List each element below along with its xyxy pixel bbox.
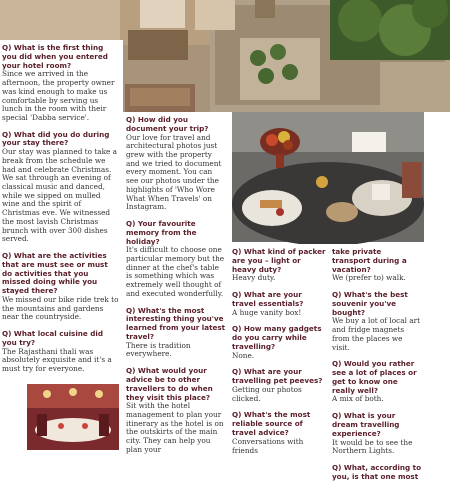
answer: Since we arrived in the afternoon, the property owner was kind enough to make us comfortable by serving us lunch in the room with their special 'Dabba service'.	[2, 69, 115, 122]
qa-item	[126, 367, 226, 454]
qa-item	[232, 325, 326, 360]
qa-item	[2, 330, 119, 374]
question: Q) What, according to you, is that one most	[332, 462, 422, 481]
question: Q) Would you rather see a lot of places or get to know one really well?	[332, 359, 417, 395]
question: Q) What are your travel essentials?	[232, 290, 304, 308]
question: Q) What's the most interesting thing you've learned from your latest travel?	[126, 305, 226, 341]
column-3	[230, 244, 330, 455]
qa-item	[232, 368, 326, 403]
answer: Sit with the hotel management to plan your itinerary as the hotel is on the outskirts of the main city. They can help you plan your	[126, 401, 224, 454]
question: Q) What would your advice be to other travellers to do when they visit this place?	[126, 366, 213, 402]
column-2	[124, 112, 230, 454]
answer: Getting our photos clicked.	[232, 385, 302, 403]
question: Q) What local cuisine did you try?	[2, 329, 104, 347]
column-1	[0, 40, 123, 382]
qa-item	[2, 131, 119, 244]
qa-item	[2, 252, 119, 322]
answer: Conversations with friends	[232, 436, 304, 455]
qa-item	[126, 307, 226, 360]
answer: The Rajasthani thali was absolutely exquisite and it's a must try for everyone.	[2, 346, 112, 374]
answer: A mix of both.	[332, 394, 384, 404]
qa-item	[126, 116, 226, 212]
question: Q) What is your dream travelling experience?	[332, 411, 400, 438]
qa-item	[332, 464, 422, 482]
question: Q) What's the best souvenir you've bought?	[332, 290, 408, 317]
breakfast-table-photo	[232, 112, 424, 242]
qa-item	[126, 220, 226, 299]
question: Q) What is the first thing you did when you entered your hotel room?	[2, 43, 108, 70]
qa-item	[332, 360, 422, 404]
question: Q) What's the most reliable source of travel advice?	[232, 410, 311, 438]
answer: It would be to see the Northern Lights.	[332, 437, 413, 456]
answer: There is tradition everywhere.	[126, 340, 191, 359]
dining-room-photo	[27, 384, 119, 450]
answer: We (prefer to) walk.	[332, 273, 406, 283]
question: Q) How many gadgets do you carry while travelling?	[232, 324, 322, 351]
qa-item	[332, 291, 422, 352]
answer: Heavy duty.	[232, 273, 276, 283]
answer: We buy a lot of local art and fridge magnets from the places we visit.	[332, 316, 421, 352]
qa-item	[232, 291, 326, 317]
question: Q) What kind of packer are you – light or heavy duty?	[232, 247, 326, 274]
answer: A huge vanity box!	[232, 307, 302, 317]
column-4	[330, 244, 426, 481]
answer: We missed our bike ride trek to the mountains and gardens near the countryside.	[2, 294, 119, 322]
qa-item	[332, 248, 422, 283]
answer: Our stay was planned to take a break from the schedule we had and celebrate Christmas. We sat through an evening of classical music and danced, while we sipped on mulled wine and the spirit of Christmas eve. We witnessed the most lavish Christmas brunch with over 300 dishes served.	[2, 147, 118, 244]
question: Q) How did you document your trip?	[126, 115, 209, 133]
qa-item	[232, 411, 326, 455]
qa-item	[2, 44, 119, 123]
answer: It's difficult to choose one particular memory but the dinner at the chef's table is something which was extremely well thought of and executed wonderfully.	[126, 245, 225, 298]
answer: Our love for travel and architectural photos just grew with the property and we tried to document every moment. You can see our photos under the highlights of 'Who Wore What When Travels' on Instagram.	[126, 132, 222, 212]
question: Q) What are your travelling pet peeves?	[232, 367, 323, 386]
question: Q) What are the activities that are must see or must do activities that you missed doing while you stayed there?	[2, 250, 108, 296]
qa-item	[332, 412, 422, 456]
question: Q) What did you do during your stay there?	[2, 129, 110, 148]
qa-item	[232, 248, 326, 283]
answer: None.	[232, 350, 255, 360]
question: take private transport during a vacation?	[332, 247, 407, 274]
question: Q) Your favourite memory from the holiday?	[126, 218, 197, 246]
